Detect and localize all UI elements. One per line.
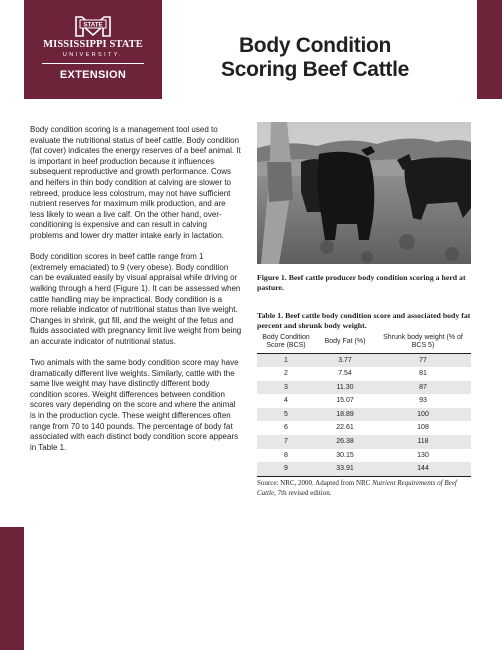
logo-divider — [42, 63, 144, 64]
bcs-cell: 6 — [284, 424, 288, 432]
bcs-cell: 4 — [284, 397, 288, 405]
bcs-cell: 9 — [257, 462, 315, 476]
header-body-fat: Body Fat (%) — [315, 332, 375, 353]
title-line-1: Body Condition — [238, 34, 392, 57]
bcs-cell: 8 — [284, 451, 288, 459]
title-line-2: Scoring Beef Cattle — [220, 58, 409, 81]
org-name: MISSISSIPPI STATE — [43, 39, 143, 50]
weight-cell: 87 — [375, 381, 471, 395]
weight-cell: 93 — [419, 397, 427, 405]
fat-cell: 26.38 — [315, 435, 375, 449]
weight-cell: 130 — [417, 451, 429, 459]
table-row — [257, 421, 471, 435]
table-row — [257, 462, 471, 476]
table-header-row — [257, 332, 471, 353]
weight-cell: 77 — [375, 353, 471, 367]
body-paragraph-3: Two animals with the same body condition score may have dramatically different live weights. Similarly, cattle with the same live weight may have distinctly different body condition scores. Weight differences between condition scores vary depending on the score and where the animal is in the production cycle. These weight differences often range from 70 to 140 pounds. The percentage of body fat associated with each distinct body condition score appears in Table 1. — [30, 358, 239, 452]
fat-cell: 22.61 — [336, 424, 354, 432]
fat-cell: 11.30 — [315, 381, 375, 395]
cattle-photo-illustration — [257, 122, 471, 264]
bcs-table — [257, 332, 471, 477]
state-m-seal-icon — [74, 13, 112, 37]
bcs-cell: 3 — [257, 381, 315, 395]
msu-extension-logo — [24, 0, 162, 99]
cattle-pasture-photo — [257, 122, 471, 264]
seal-text: STATE — [83, 21, 103, 29]
fat-cell: 33.91 — [315, 462, 375, 476]
fat-cell: 7.54 — [338, 370, 352, 378]
figure-caption: Figure 1. Beef cattle producer body condition scoring a herd at pasture. — [257, 273, 466, 292]
source-suffix: , 7th revised edition. — [274, 488, 332, 497]
fat-cell: 15.07 — [336, 397, 354, 405]
header-accent-bar — [477, 0, 502, 99]
weight-cell: 144 — [375, 462, 471, 476]
table-row — [257, 408, 471, 422]
fat-cell: 18.89 — [315, 408, 375, 422]
bcs-cell: 7 — [257, 435, 315, 449]
table-row — [257, 381, 471, 395]
header-bcs: Body Condition Score (BCS) — [257, 332, 315, 353]
footer-accent-bar — [0, 527, 24, 650]
table-row — [257, 353, 471, 367]
fat-cell: 3.77 — [315, 353, 375, 367]
body-paragraph-1: Body condition scoring is a management tool used to evaluate the nutritional status of beef cattle. Body condition (fat cover) indicates the energy reserves of a beef animal. It is important in beef production because it influences subsequent reproductive and growth performance. Cows and heifers in thin body condition at calving are slower to rebreed, produce less colostrum, may not have sufficient nutrient reserves for maximum milk production, and are less likely to wean a live calf. On the other hand, over-conditioning is expensive and can result in calving problems and lower dry matter intake early in lactation. — [30, 125, 241, 240]
bcs-cell: 1 — [257, 353, 315, 367]
bcs-cell: 5 — [257, 408, 315, 422]
body-text — [30, 125, 242, 464]
org-subname: UNIVERSITY. — [62, 52, 124, 58]
weight-cell: 81 — [419, 370, 427, 378]
table-row — [257, 394, 471, 408]
table-row — [257, 435, 471, 449]
source-prefix: Source: NRC, 2000. Adapted from NRC — [257, 479, 373, 487]
source-title: Nutrient Requirements of Beef Cattle — [257, 479, 457, 497]
table-row — [257, 449, 471, 463]
org-unit: EXTENSION — [59, 69, 127, 81]
body-paragraph-2: Body condition scores in beef cattle range from 1 (extremely emaciated) to 9 (very obese). Body condition can be evaluated easily by visual appraisal while driving or walking through a herd (Figure 1). It can be assessed when cattle handling may be impractical. Body condition is a more reliable indicator of nutritional status than live weight. Changes in shrink, gut fill, and the weight of the fetus and fluids associated with pregnancy limit live weight from being an accurate indicator of nutritional status. — [30, 252, 242, 346]
table-source-note — [257, 479, 471, 498]
weight-cell: 118 — [375, 435, 471, 449]
bcs-cell: 2 — [284, 370, 288, 378]
table-row — [257, 367, 471, 381]
fat-cell: 30.15 — [336, 451, 354, 459]
table-caption: Table 1. Beef cattle body condition score and associated body fat percent and shrunk body weight. — [257, 311, 471, 330]
weight-cell: 100 — [375, 408, 471, 422]
header-shrunk-weight: Shrunk body weight (% of BCS 5) — [375, 332, 471, 353]
weight-cell: 108 — [417, 424, 429, 432]
page-title — [210, 34, 420, 82]
